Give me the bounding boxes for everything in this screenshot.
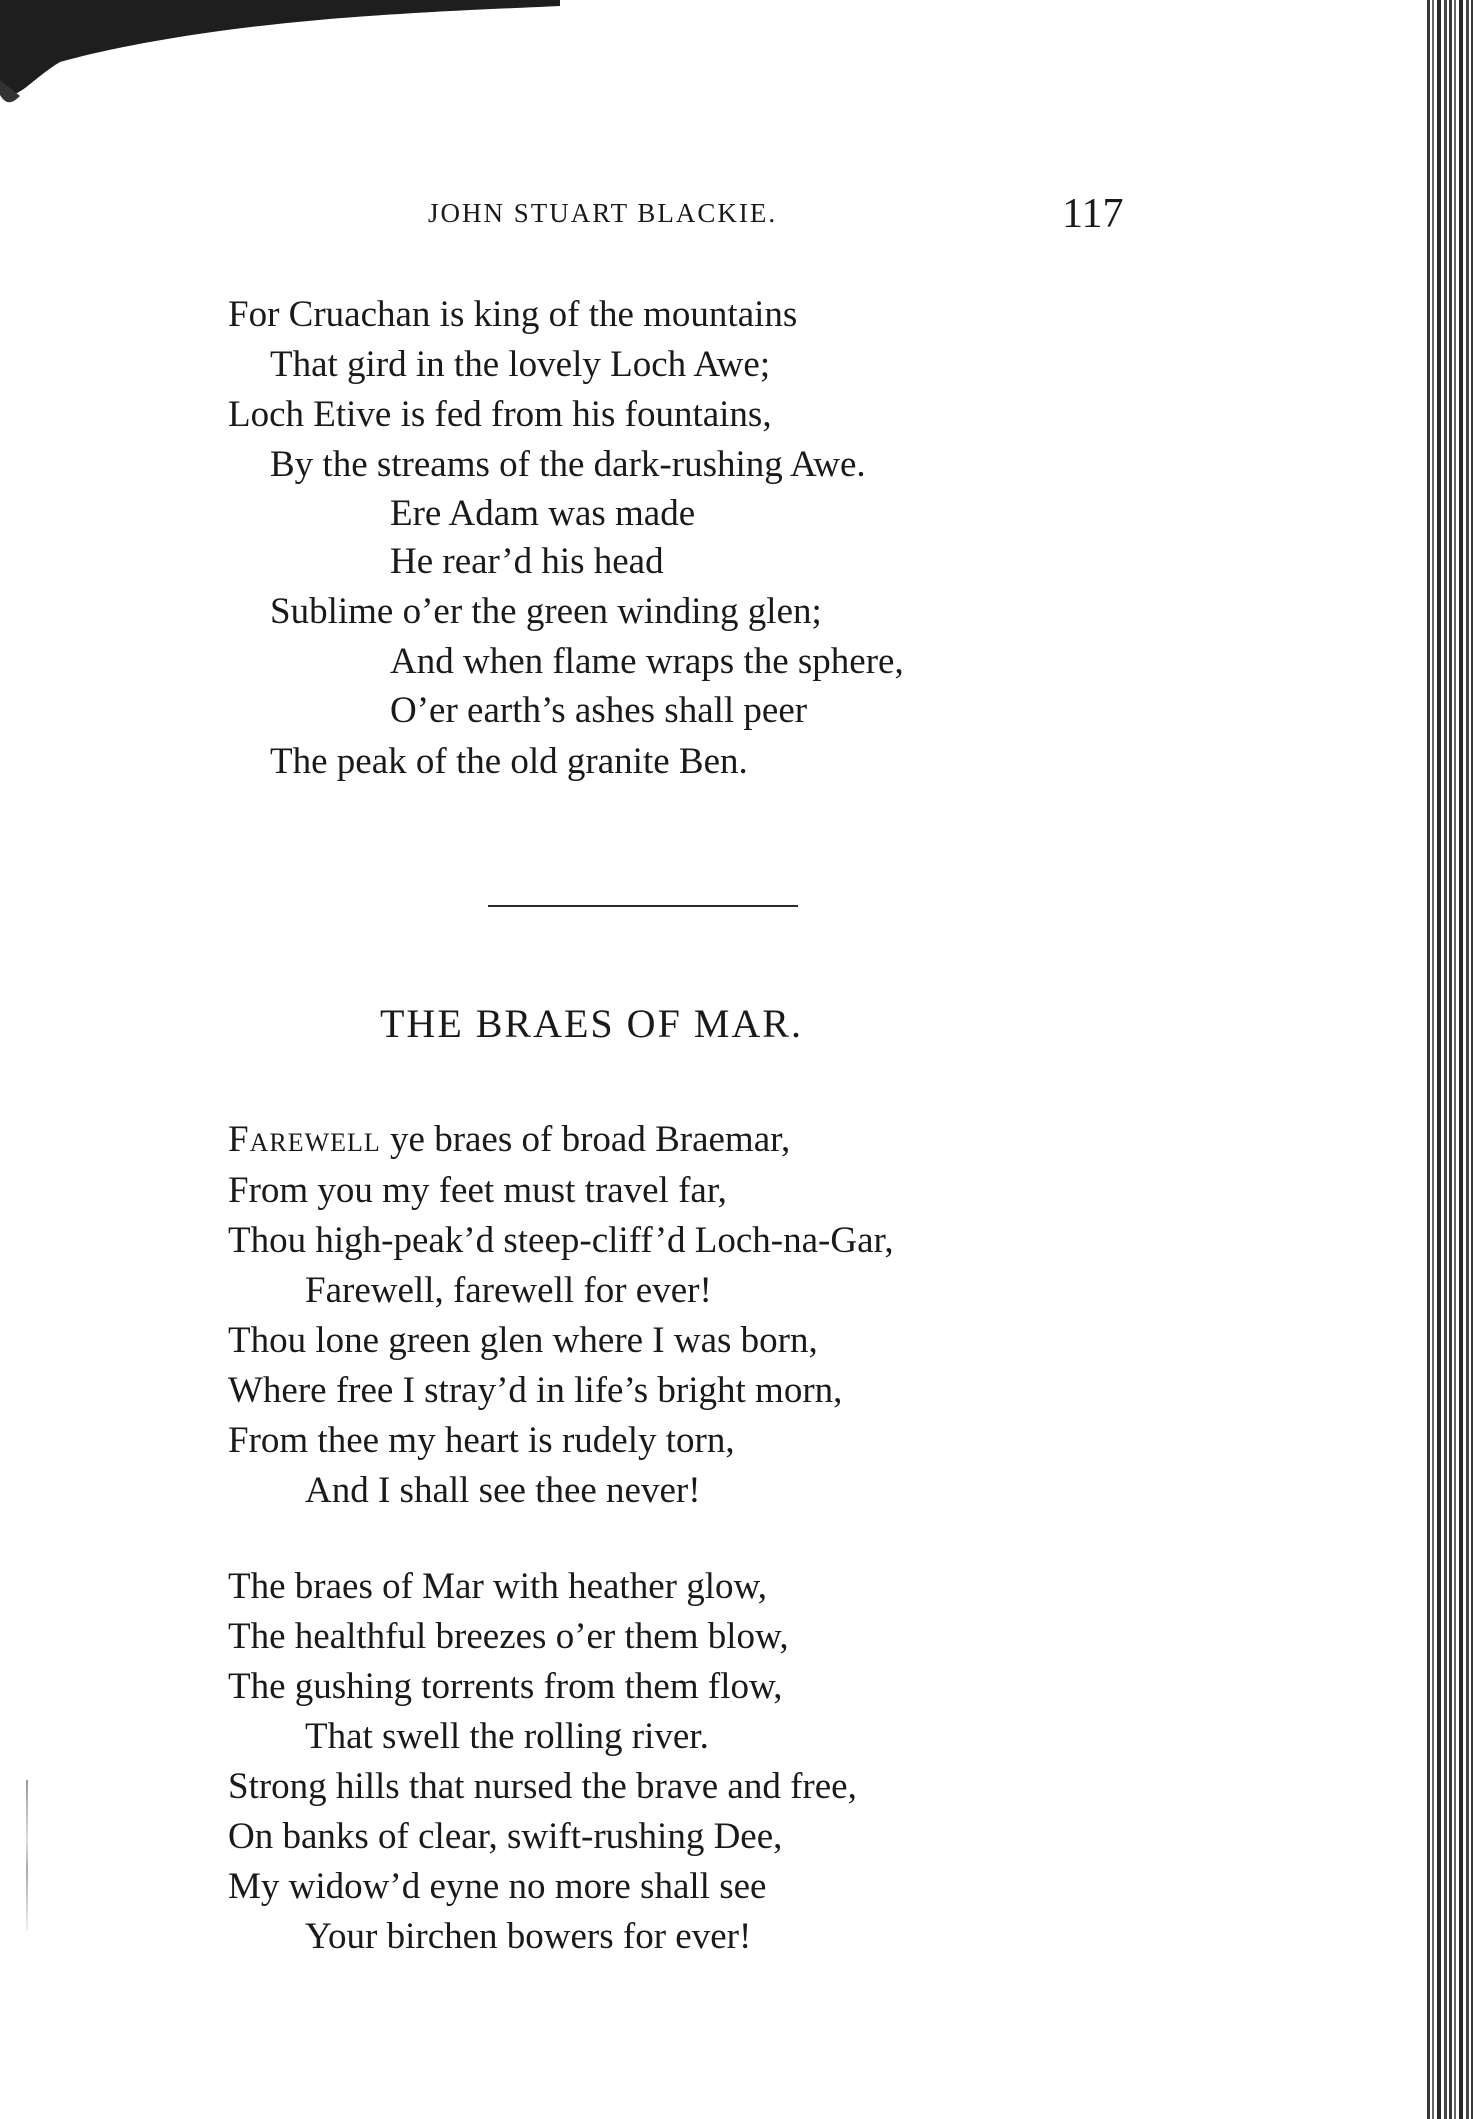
initial-small-caps: Farewell [228,1119,381,1160]
verse-line: By the streams of the dark-rushing Awe. [270,444,866,485]
verse-line: He rear’d his head [390,541,664,582]
verse-line: Sublime o’er the green winding glen; [270,591,822,632]
verse-line: O’er earth’s ashes shall peer [390,690,808,731]
verse-line: The peak of the old granite Ben. [270,741,748,782]
verse-line: My widow’d eyne no more shall see [228,1866,767,1907]
verse-line: The braes of Mar with heather glow, [228,1566,768,1607]
verse-line: Loch Etive is fed from his fountains, [228,394,772,435]
book-spine-edge [1425,0,1473,2119]
verse-line: The healthful breezes o’er them blow, [228,1616,789,1657]
running-title: JOHN STUART BLACKIE. [428,198,778,228]
verse-line-first [228,1121,790,1158]
verse-line: And I shall see thee never! [305,1470,701,1511]
verse-line: From you my feet must travel far, [228,1170,727,1211]
section-divider [488,905,798,907]
verse-line: Where free I stray’d in life’s bright morn, [228,1370,843,1411]
verse-line: Thou lone green glen where I was born, [228,1320,818,1361]
verse-line: Strong hills that nursed the brave and free, [228,1766,857,1807]
verse-line: On banks of clear, swift-rushing Dee, [228,1816,783,1857]
verse-line: That gird in the lovely Loch Awe; [270,344,771,385]
verse-line: Ere Adam was made [390,493,696,534]
margin-scan-mark [26,1780,28,1930]
page-number: 117 [1062,191,1124,237]
verse-line: For Cruachan is king of the mountains [228,294,798,335]
poem-title: THE BRAES OF MAR. [380,1001,803,1046]
verse-line: That swell the rolling river. [305,1716,709,1757]
running-head [0,190,1473,240]
verse-line: From thee my heart is rudely torn, [228,1420,735,1461]
verse-line: Your birchen bowers for ever! [305,1916,752,1957]
scan-corner-shadow [0,0,560,110]
verse-line: Farewell, farewell for ever! [305,1270,712,1311]
verse-line: The gushing torrents from them flow, [228,1666,783,1707]
verse-line: And when flame wraps the sphere, [390,641,904,682]
verse-line: Thou high-peak’d steep-cliff’d Loch-na-Gar, [228,1220,894,1261]
first-line-rest: ye braes of broad Braemar, [380,1119,791,1160]
